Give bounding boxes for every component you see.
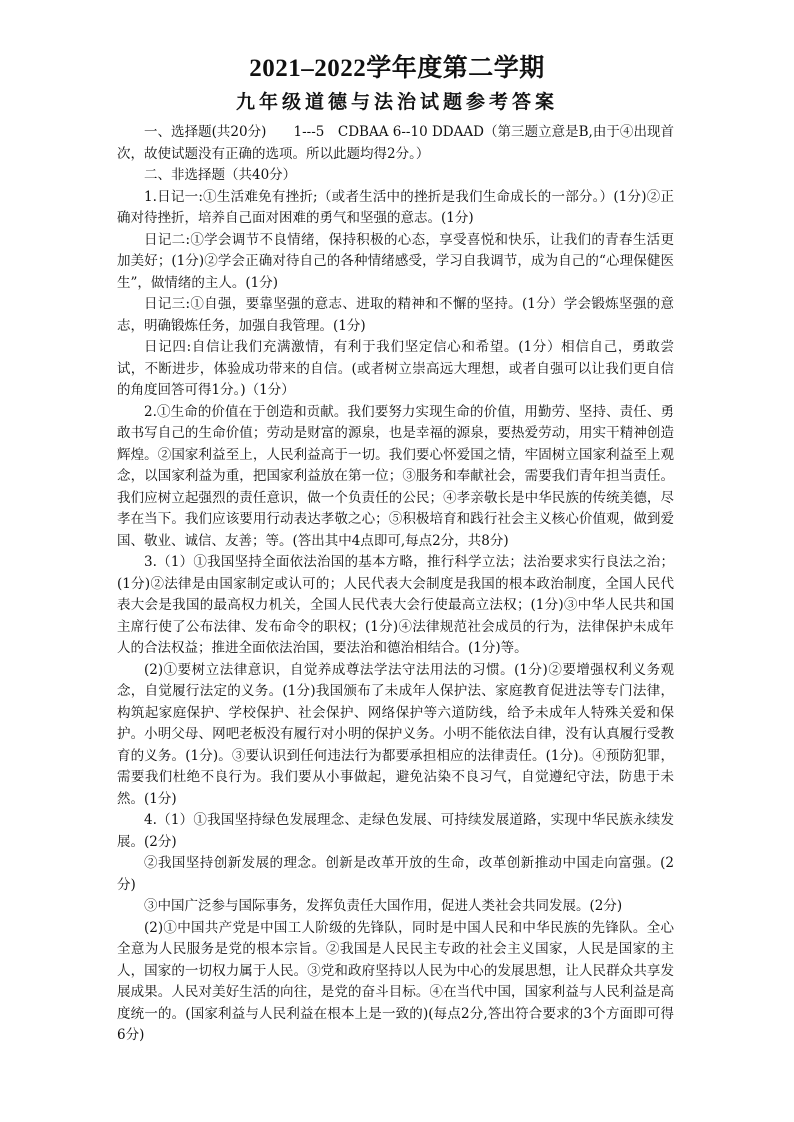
section-nonchoice-heading: 二、非选择题（共40分） xyxy=(144,167,297,183)
q1-diary-two: 日记二:①学会调节不良情绪，保持积极的心态，享受喜悦和快乐，让我们的青春生活更加美好；(1分)②学会正确对待自己的各种情绪感受，学习自我调节，成为自己的“心理保健医生”，做情绪的主人。(1分) xyxy=(117,231,674,291)
document-title: 2021–2022学年度第二学期 xyxy=(249,55,545,82)
q3-part2-answer: (2)①要树立法律意识，自觉养成尊法学法守法用法的习惯。(1分)②要增强权利义务观念，自觉履行法定的义务。(1分)我国颁布了未成年人保护法、家庭教育促进法等专门法律，构筑起家庭保护、学校保护、社会保护、网络保护等六道防线，给予未成年人特殊关爱和保护。小明父母、网吧老板没有履行对小明的保护义务。小明不能依法自律，没有认真履行受教育的义务。(1分)。③要认识到任何违法行为都要承担相应的法律责任。(1分)。④预防犯罪，需要我们杜绝不良行为。我们要从小事做起，避免沾染不良习气，自觉遵纪守法，防患于未然。(1分) xyxy=(117,661,674,807)
answer-body xyxy=(117,122,674,1047)
document-subtitle: 九年级道德与法治试题参考答案 xyxy=(235,91,558,113)
q3-part1-answer: 3.（1）①我国坚持全面依法治国的基本方略，推行科学立法；法治要求实行良法之治；(1分)②法律是由国家制定或认可的；人民代表大会制度是我国的根本政治制度，全国人民代表大会是我国的最高权力机关，全国人民代表大会行使最高立法权；(1分)③中华人民共和国主席行使了公布法律、发布命令的职权；(1分)④法律规范社会成员的行为，法律保护未成年人的合法权益；推进全面依法治国，要法治和德治相结合。(1分)等。 xyxy=(117,554,674,656)
section-choice-answers: 一、选择题(共20分) 1---5 CDBAA 6--10 DDAAD（第三题立意是B,由于④出现首次，故使试题没有正确的选项。所以此题均得2分。） xyxy=(117,124,674,162)
q1-diary-one: 1.日记一:①生活难免有挫折;（或者生活中的挫折是我们生命成长的一部分。）(1分)②正确对待挫折，培养自己面对困难的勇气和坚强的意志。(1分) xyxy=(117,188,674,226)
q4-part1-point2: ②我国坚持创新发展的理念。创新是改革开放的生命，改革创新推动中国走向富强。(2分) xyxy=(117,855,674,893)
q4-part2-answer: (2)①中国共产党是中国工人阶级的先锋队，同时是中国人民和中华民族的先锋队。全心全意为人民服务是党的根本宗旨。②我国是人民民主专政的社会主义国家，人民是国家的主人，国家的一切权力属于人民。③党和政府坚持以人民为中心的发展思想，让人民群众共享发展成果。人民对美好生活的向往，是党的奋斗目标。④在当代中国，国家利益与人民利益是高度统一的。(国家利益与人民利益在根本上是一致的)(每点2分,答出符合要求的3个方面即可得6分) xyxy=(117,919,674,1043)
q1-diary-three: 日记三:①自强，要靠坚强的意志、进取的精神和不懈的坚持。(1分）学会锻炼坚强的意志，明确锻炼任务，加强自我管理。(1分) xyxy=(117,296,674,334)
q4-part1-point1: 4.（1）①我国坚持绿色发展理念、走绿色发展、可持续发展道路，实现中华民族永续发展。(2分) xyxy=(117,812,674,850)
q1-diary-four: 日记四:自信让我们充满激情，有利于我们坚定信心和希望。(1分）相信自己，勇敢尝试，不断进步，体验成功带来的自信。(或者树立崇高远大理想，或者自强可以让我们更自信的角度回答可得1分。)（1分） xyxy=(117,339,674,398)
q2-answer: 2.①生命的价值在于创造和贡献。我们要努力实现生命的价值，用勤劳、坚持、责任、勇敢书写自己的生命价值；劳动是财富的源泉，也是幸福的源泉，要热爱劳动，用实干精神创造辉煌。②国家利益至上，人民利益高于一切。我们要心怀爱国之情，牢固树立国家利益至上观念，以国家利益为重，把国家利益放在第一位；③服务和奉献社会，需要我们青年担当责任。我们应树立起强烈的责任意识，做一个负责任的公民；④孝亲敬长是中华民族的传统美德，尽孝在当下。我们应该要用行动表达孝敬之心；⑤积极培育和践行社会主义核心价值观，做到爱国、敬业、诚信、友善；等。(答出其中4点即可,每点2分，共8分) xyxy=(117,403,674,549)
q4-part1-point3: ③中国广泛参与国际事务，发挥负责任大国作用，促进人类社会共同发展。(2分) xyxy=(144,898,623,914)
